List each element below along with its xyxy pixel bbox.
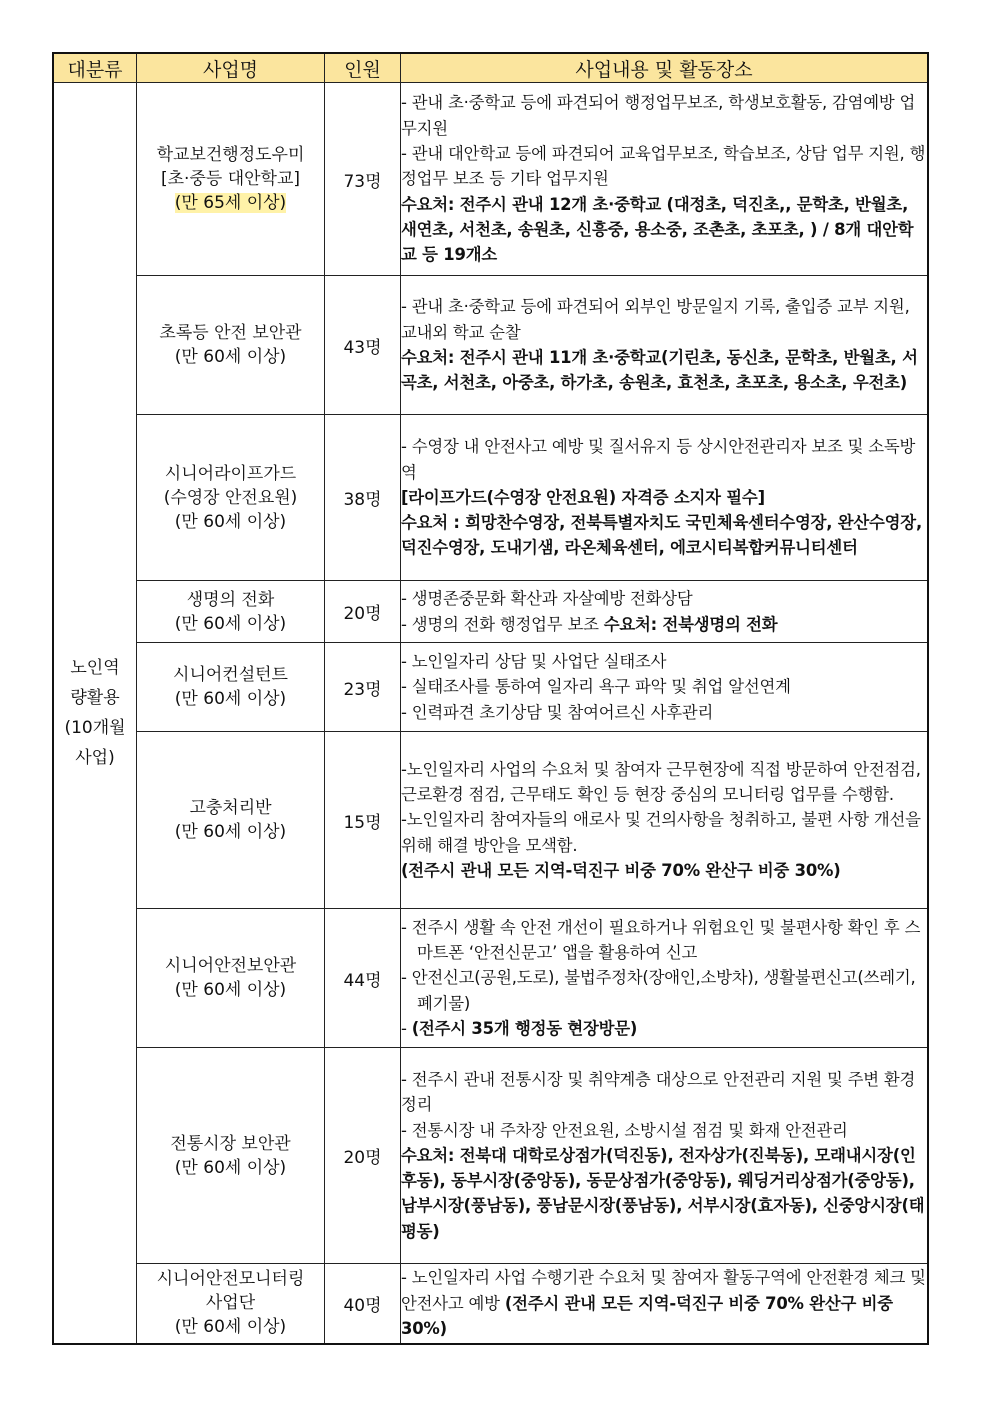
description-cell: [401, 909, 929, 1048]
count-cell: 20명: [325, 581, 401, 643]
project-name-cell: [137, 276, 325, 415]
project-name: 시니어안전보안관: [164, 956, 297, 976]
count-cell: 73명: [325, 83, 401, 276]
description-cell: [401, 581, 929, 643]
age-requirement: (만 60세 이상): [174, 822, 287, 842]
table-row: [53, 909, 928, 1048]
description-line: - 전주시 생활 속 안전 개선이 필요하거나 위험요인 및 불편사항 확인 후 스마트폰 ‘안전신문고’ 앱을 활용하여 신고: [401, 917, 921, 963]
table-row: [53, 1048, 928, 1264]
description-text: -: [401, 1018, 412, 1038]
category-line: (10개월: [64, 717, 126, 738]
project-name: 시니어컨설턴트: [173, 665, 288, 685]
description-line: - 생명존중문화 확산과 자살예방 전화상담: [401, 589, 693, 609]
project-name-cell: [137, 643, 325, 732]
project-name-cell: [137, 581, 325, 643]
description-line: - 관내 대안학교 등에 파견되어 교육업무보조, 학습보조, 상담 업무 지원, 행정업무 보조 등 기타 업무지원: [401, 144, 926, 189]
project-sub: (수영장 안전요원): [163, 487, 298, 508]
project-sub: 사업단: [205, 1293, 256, 1314]
count-cell: 40명: [325, 1264, 401, 1344]
count-cell: 43명: [325, 276, 401, 415]
certification-note: [라이프가드(수영장 안전요원) 자격증 소지자 필수]: [401, 487, 765, 507]
demand-location: 수요처: 전주시 관내 12개 초·중학교 (대정초, 덕진초,, 문학초, 반월초, 새연초, 서천초, 송원초, 신흥중, 용소중, 조촌초, 초포초, ) / 8개 대안학교 등 19개소: [401, 194, 914, 265]
demand-location: 수요처: 전북생명의 전화: [603, 614, 778, 634]
age-requirement: (만 60세 이상): [174, 980, 287, 1000]
project-name: 학교보건행정도우미: [156, 145, 305, 165]
age-requirement: (만 60세 이상): [174, 1157, 287, 1178]
age-requirement: [137, 191, 324, 215]
description-line: -노인일자리 사업의 수요처 및 참여자 근무현장에 직접 방문하여 안전점검, 근로환경 점검, 근무태도 확인 등 현장 중심의 모니터링 업무를 수행함.: [401, 759, 921, 805]
demand-location: 수요처: 전북대 대학로상점가(덕진동), 전자상가(진북동), 모래내시장(인후동), 동부시장(중앙동), 동문상점가(중앙동), 웨딩거리상점가(중앙동), 남부시장(풍남동), 풍남문시장(풍남동), 서부시장(효자동), 신중앙시장(태평동): [401, 1145, 925, 1241]
description-line: - 전주시 관내 전통시장 및 취약계층 대상으로 안전관리 지원 및 주변 환경정리: [401, 1069, 916, 1115]
category-line: 노인역: [70, 657, 120, 678]
description-line: - 관내 초·중학교 등에 파견되어 외부인 방문일지 기록, 출입증 교부 지원, 교내외 학교 순찰: [401, 297, 910, 342]
project-name: 초록등 안전 보안관: [159, 323, 302, 343]
age-requirement: (만 60세 이상): [174, 689, 287, 709]
age-requirement: (만 60세 이상): [174, 613, 287, 634]
count-cell: 38명: [325, 415, 401, 581]
header-project: 사업명: [137, 53, 325, 83]
table-row: [53, 276, 928, 415]
project-name: 시니어안전모니터링: [156, 1269, 305, 1290]
count-cell: 44명: [325, 909, 401, 1048]
age-requirement: (만 60세 이상): [174, 511, 287, 532]
header-row: [53, 53, 928, 83]
description-text: - 노인일자리 사업 수행기관 수요처 및 참여자 활동구역에 안전환경 체크 및 안전사고 예방: [401, 1268, 926, 1313]
table-row: [53, 732, 928, 909]
description-cell: [401, 276, 929, 415]
description-line: [401, 1265, 927, 1341]
description-line: - 관내 초·중학교 등에 파견되어 행정업무보조, 학생보호활동, 감염예방 업무지원: [401, 93, 916, 138]
activity-area: (전주시 관내 모든 지역-덕진구 비중 70% 완산구 비중 30%): [401, 1293, 893, 1338]
description-line: - 실태조사를 통하여 일자리 욕구 파악 및 취업 알선연계: [401, 677, 791, 697]
header-category: 대분류: [53, 53, 137, 83]
description-line: - 안전신고(공원,도로), 불법주정차(장애인,소방차), 생활불편신고(쓰레기,폐기물): [401, 968, 916, 1013]
description-line: [401, 1016, 927, 1041]
table-row: [53, 581, 928, 643]
description-text: - 생명의 전화 행정업무 보조: [401, 614, 604, 634]
description-line: -노인일자리 참여자들의 애로사 및 건의사항을 청취하고, 불편 사항 개선을 위해 해결 방안을 모색함.: [401, 810, 921, 855]
table-row: [53, 415, 928, 581]
project-name-cell: [137, 83, 325, 276]
count-cell: 23명: [325, 643, 401, 732]
description-cell: [401, 1048, 929, 1264]
description-cell: [401, 732, 929, 909]
category-cell: [53, 83, 137, 1344]
project-name-cell: [137, 1264, 325, 1344]
description-cell: [401, 415, 929, 581]
program-table: [52, 52, 929, 1345]
count-cell: 15명: [325, 732, 401, 909]
table-row: [53, 83, 928, 276]
age-requirement: (만 60세 이상): [174, 1317, 287, 1338]
project-name: 전통시장 보안관: [170, 1133, 291, 1154]
header-content: 사업내용 및 활동장소: [401, 53, 929, 83]
project-name-cell: [137, 415, 325, 581]
table-row: [53, 643, 928, 732]
project-name: 고충처리반: [189, 798, 272, 818]
count-cell: 20명: [325, 1048, 401, 1264]
description-cell: [401, 83, 929, 276]
project-name-cell: [137, 732, 325, 909]
table-row: [53, 1264, 928, 1344]
project-name: 생명의 전화: [186, 589, 275, 610]
project-name: 시니어라이프가드: [164, 463, 297, 484]
description-line: - 수영장 내 안전사고 예방 및 질서유지 등 상시안전관리자 보조 및 소독방역: [401, 437, 916, 482]
description-cell: [401, 1264, 929, 1344]
demand-location: 수요처: 전주시 관내 11개 초·중학교(기린초, 동신초, 문학초, 반월초, 서곡초, 서천초, 아중초, 하가초, 송원초, 효천초, 초포초, 용소초, 우전초): [401, 348, 918, 393]
category-line: 사업): [75, 747, 115, 768]
demand-location: 수요처 : 희망찬수영장, 전북특별자치도 국민체육센터수영장, 완산수영장, 덕진수영장, 도내기샘, 라온체육센터, 에코시티복합커뮤니티센터: [401, 513, 922, 558]
description-line: - 인력파견 초기상담 및 참여어르신 사후관리: [401, 702, 714, 722]
age-requirement: (만 60세 이상): [174, 347, 287, 367]
project-name-cell: [137, 909, 325, 1048]
category-line: 량활용: [70, 687, 120, 708]
project-sub: [초·중등 대안학교]: [160, 169, 301, 189]
activity-area: (전주시 관내 모든 지역-덕진구 비중 70% 완산구 비중 30%): [401, 860, 841, 880]
activity-area: (전주시 35개 행정동 현장방문): [411, 1018, 638, 1038]
description-cell: [401, 643, 929, 732]
description-line: [401, 612, 927, 637]
description-line: - 전통시장 내 주차장 안전요원, 소방시설 점검 및 화재 안전관리: [401, 1120, 848, 1140]
description-line: - 노인일자리 상담 및 사업단 실태조사: [401, 652, 667, 672]
age-highlight: (만 65세 이상): [174, 193, 287, 213]
header-count: 인원: [325, 53, 401, 83]
project-name-cell: [137, 1048, 325, 1264]
